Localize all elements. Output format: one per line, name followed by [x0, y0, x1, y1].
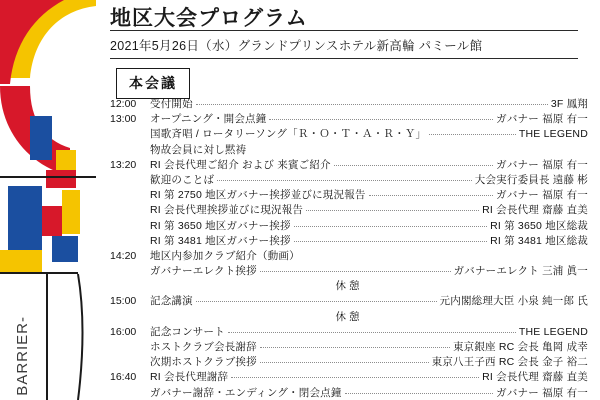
leader-dots: [345, 393, 494, 394]
schedule-row: [110, 369, 588, 384]
schedule-item: 物故会員に対し黙祷: [150, 143, 247, 156]
schedule-person: THE LEGEND: [518, 325, 588, 338]
leader-dots: [217, 180, 472, 181]
schedule-row: [110, 96, 588, 111]
schedule-row: [110, 385, 588, 400]
schedule-row: [110, 293, 588, 308]
page-subtitle: 2021年5月26日（水）グランドプリンスホテル新高輪 パミール館: [110, 39, 483, 53]
schedule-person: ガバナー 福原 有一: [496, 189, 588, 202]
schedule-person: RI 第 3481 地区総裁: [490, 234, 588, 247]
schedule-row: [110, 233, 588, 248]
schedule-row: [110, 324, 588, 339]
leader-dots: [260, 271, 451, 272]
schedule-person: RI 第 3650 地区総裁: [490, 219, 588, 232]
schedule-row: [110, 157, 588, 172]
schedule-person: ガバナーエレクト 三浦 眞一: [453, 265, 588, 278]
schedule-item: 休憩: [335, 310, 363, 323]
schedule-person: 大会実行委員長 遠藤 彬: [474, 173, 588, 186]
schedule-item: 休憩: [335, 280, 363, 293]
schedule-row: [110, 126, 588, 141]
leader-dots: [429, 134, 516, 135]
schedule-person: THE LEGEND: [518, 128, 588, 141]
schedule-item: ホストクラブ会長謝辞: [150, 341, 257, 353]
schedule-row: [110, 309, 588, 324]
schedule-time: 13:00: [110, 113, 137, 126]
section-heading: 本会議: [116, 68, 190, 99]
leader-dots: [306, 210, 479, 211]
schedule-time: 16:40: [110, 371, 137, 384]
program-content: [110, 0, 600, 400]
leader-dots: [260, 347, 450, 348]
schedule-time: 12:00: [110, 98, 137, 110]
schedule-time: 14:20: [110, 249, 137, 262]
schedule-row: [110, 218, 588, 233]
schedule-person: 東京銀座 RC 会長 亀岡 成幸: [452, 341, 588, 353]
schedule-item: RI 会長代理ご紹介 および 来賓ご紹介: [150, 158, 331, 171]
schedule-item: RI 会長代理謝辞: [150, 371, 229, 384]
page-title: 地区大会プログラム: [110, 7, 308, 30]
leader-dots: [334, 165, 493, 166]
schedule-time: 15:00: [110, 295, 137, 308]
schedule-item: 受付開始: [150, 98, 193, 110]
leader-dots: [231, 377, 479, 378]
schedule-row: [110, 354, 588, 369]
schedule-row: [110, 248, 588, 263]
leader-dots: [260, 362, 429, 363]
schedule-item: オープニング・開会点鐘: [150, 113, 267, 126]
schedule-item: RI 第 3481 地区ガバナー挨拶: [150, 234, 291, 247]
schedule-row: [110, 263, 588, 278]
schedule-item: RI 第 3650 地区ガバナー挨拶: [150, 219, 291, 232]
leader-dots: [228, 332, 516, 333]
schedule-row: [110, 142, 588, 157]
leader-dots: [269, 119, 493, 120]
schedule-row: [110, 172, 588, 187]
leader-dots: [196, 301, 437, 302]
schedule-person: RI 会長代理 齋藤 直美: [482, 204, 588, 217]
schedule-time: 16:00: [110, 325, 137, 338]
schedule-row: [110, 111, 588, 126]
schedule-item: 地区内参加クラブ紹介（動画）: [150, 249, 300, 262]
schedule-row: [110, 202, 588, 217]
schedule-person: ガバナー 福原 有一: [496, 386, 588, 399]
leader-dots: [294, 241, 487, 242]
schedule-row: [110, 278, 588, 293]
leader-dots: [196, 104, 548, 105]
schedule-row: [110, 187, 588, 202]
schedule-item: 記念講演: [150, 295, 193, 308]
schedule-person: ガバナー 福原 有一: [496, 113, 588, 126]
leader-dots: [294, 226, 487, 227]
leader-dots: [369, 195, 494, 196]
vertical-barrier-text: BARRIER-: [14, 316, 31, 396]
decorative-art-band: [0, 0, 96, 400]
schedule-list: [110, 96, 588, 400]
schedule-item: 記念コンサート: [150, 325, 225, 338]
schedule-item: ガバナー謝辞・エンディング・閉会点鐘: [150, 386, 342, 399]
schedule-person: RI 会長代理 齋藤 直美: [482, 371, 588, 384]
schedule-item: 次期ホストクラブ挨拶: [150, 356, 257, 369]
schedule-item: 国歌斉唱 / ロータリーソング「Ｒ・Ｏ・Ｔ・Ａ・Ｒ・Ｙ」: [150, 128, 427, 141]
schedule-item: 歓迎のことば: [150, 173, 215, 186]
schedule-person: 元内閣総理大臣 小泉 純一郎 氏: [439, 295, 588, 308]
schedule-person: 3F 鳳翔: [550, 98, 588, 110]
schedule-person: 東京八王子西 RC 会長 金子 裕二: [431, 356, 588, 369]
title-divider: [110, 30, 578, 31]
schedule-row: [110, 339, 588, 354]
subtitle-divider: [110, 58, 578, 59]
schedule-person: ガバナー 福原 有一: [496, 158, 588, 171]
schedule-item: RI 会長代理挨拶並びに現況報告: [150, 204, 304, 217]
schedule-time: 13:20: [110, 158, 137, 171]
schedule-item: RI 第 2750 地区ガバナー挨拶並びに現況報告: [150, 189, 366, 202]
schedule-item: ガバナーエレクト挨拶: [150, 265, 257, 278]
